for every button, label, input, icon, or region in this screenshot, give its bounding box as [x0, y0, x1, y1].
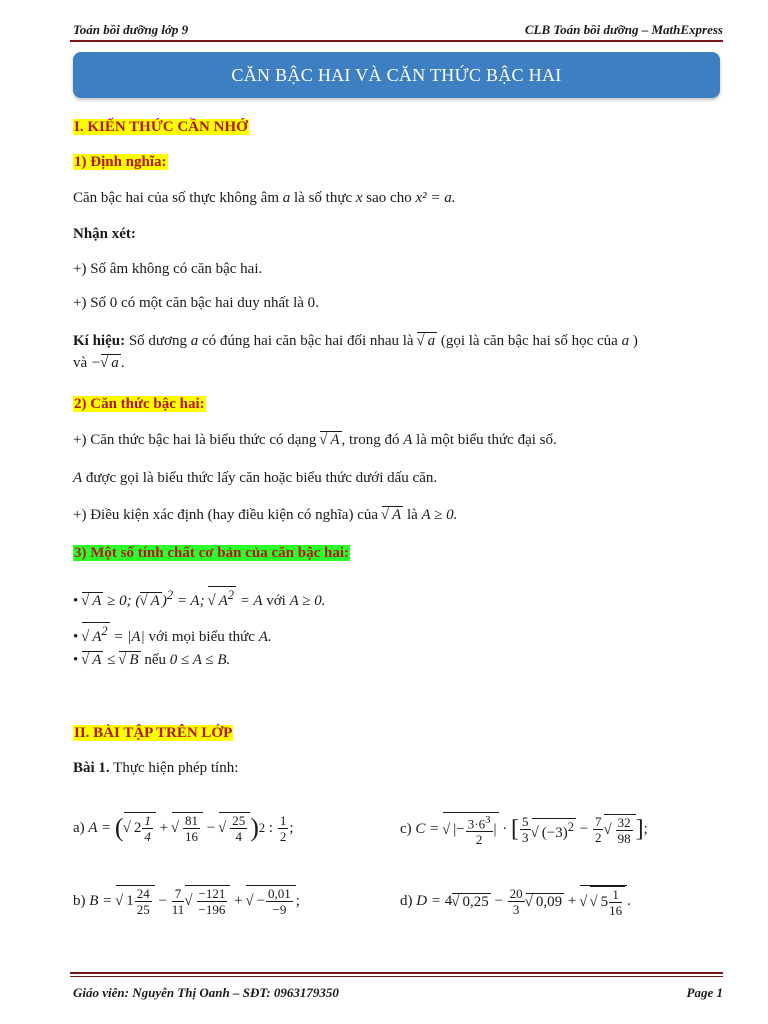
footer-left: Giáo viên: Nguyễn Thị Oanh – SĐT: 0963179350	[73, 985, 339, 1000]
prop3-text: nếu	[144, 652, 166, 668]
def-text-c: sao cho	[366, 190, 412, 206]
notation-text-b: có đúng hai căn bậc hai đối nhau là	[202, 333, 414, 349]
notation-text-a: Số dương	[128, 333, 187, 349]
remark-item-2: +) Số 0 có một căn bậc hai duy nhất là 0.	[73, 295, 319, 311]
prop-3: • √ A ≤ √ B nếu 0 ≤ A ≤ B.	[73, 650, 723, 670]
radical-line-3	[73, 505, 723, 525]
def-heading: 1) Định nghĩa:	[74, 154, 167, 170]
notation-text: Kí hiệu: Số dương a có đúng hai căn bậc hai đối nhau là √ a (gọi là căn bậc hai số học của a ) và −√ a .	[73, 330, 723, 374]
section2-heading: II. BÀI TẬP TRÊN LỚP	[74, 725, 233, 741]
ex1-label: Bài 1.	[73, 760, 110, 776]
prop1-text: với	[266, 593, 286, 609]
page-number: Page 1	[686, 985, 723, 1000]
sqrt-a: √ a	[417, 332, 437, 349]
def-text	[73, 188, 723, 208]
def-var-a: a	[282, 190, 291, 206]
radical-var-A: A	[403, 432, 413, 448]
def-heading-row	[73, 152, 723, 172]
prop-2: • √ $A^2 = |A|$ với mọi biểu thức A.	[73, 622, 723, 647]
radical-var-A-2: A	[73, 470, 83, 486]
radical-line1-c: là một biểu thức đại số.	[416, 432, 557, 448]
exercise-b: b) B = √ 1 $\frac{24}{25}$ − $\frac{7}{11}$ √ $\frac{-121}{-196}$ + √ − $\frac{0,01}{-9}$ ;	[73, 885, 300, 917]
notation-text-d: )	[632, 333, 638, 349]
header-left: Toán bồi dưỡng lớp 9	[73, 22, 189, 37]
notation-var-a: a	[190, 333, 199, 349]
radical-line3-b: là	[406, 507, 418, 523]
def-text-b: là số thực	[294, 190, 353, 206]
section2-heading-row	[73, 723, 723, 743]
header-rule	[70, 40, 723, 42]
ex1-intro	[73, 758, 723, 778]
prop3-cond: 0 ≤ A ≤ B.	[169, 652, 231, 668]
prop1-cond: A ≥ 0.	[289, 593, 326, 609]
radical-cond: A ≥ 0.	[421, 507, 458, 523]
props-heading-row	[73, 543, 723, 563]
exercise-d: d) D = 4 √ 0,25 − $\frac{20}{3}$ √ 0,09 + √ √ 5 $\frac{1}{16}$ .	[400, 885, 631, 918]
radical-line1-a: +) Căn thức bậc hai là biểu thức có dạng	[73, 432, 317, 448]
radical-line2-text: được gọi là biểu thức lấy căn hoặc biểu thức dưới dấu căn.	[85, 470, 438, 486]
remark-item-1: +) Số âm không có căn bậc hai.	[73, 261, 263, 277]
prop-1: • √ A ≥ 0; (√ A )$^2$ = A; √ $A^2 = A$ với A ≥ 0.	[73, 585, 723, 611]
section1-heading: I. KIẾN THỨC CẦN NHỚ	[74, 119, 248, 135]
props-heading: 3) Một số tính chất cơ bản của căn bậc hai:	[74, 545, 349, 561]
ex-d-label: d)	[400, 893, 413, 909]
prop2-var: A.	[258, 629, 272, 645]
notation-var-a-2: a	[621, 333, 630, 349]
remark-heading: Nhận xét:	[73, 226, 136, 242]
def-equation: x² = a.	[415, 190, 456, 206]
radical-heading: 2) Căn thức bậc hai:	[74, 396, 205, 412]
section1-heading-row	[73, 117, 723, 137]
exercise-c: c) C = √ |− $\frac{3\cdot 6^3}{2}$ | · [ $\frac{5}{3}$ √ $(-3)^2$ − $\frac{7}{2}$ √ $\frac{32}{98}$ ] ;	[400, 812, 648, 847]
page-title: CĂN BẬC HAI VÀ CĂN THỨC BẬC HAI	[231, 64, 562, 85]
notation-label: Kí hiệu:	[73, 333, 126, 349]
notation-text-c: (gọi là căn bậc hai số học của	[440, 333, 618, 349]
footer-rule	[70, 972, 723, 977]
sqrt-A: √ A	[320, 431, 341, 448]
radical-line-1	[73, 430, 723, 450]
header-right: CLB Toán bồi dưỡng – MathExpress	[524, 22, 723, 37]
ex-c-label: c)	[400, 821, 412, 838]
ex-b-label: b)	[73, 892, 86, 909]
ex1-text: Thực hiện phép tính:	[113, 760, 239, 776]
radical-line-2	[73, 468, 723, 488]
def-var-x: x	[355, 190, 363, 206]
radical-line1-b: , trong đó	[341, 432, 400, 448]
neg-sqrt-a: √ a	[101, 354, 121, 371]
notation-text-e: và	[73, 355, 88, 371]
ex-a-label: a)	[73, 819, 85, 836]
prop2-text: với mọi biểu thức	[148, 629, 255, 645]
radical-line3-a: +) Điều kiện xác định (hay điều kiện có nghĩa) của	[73, 507, 379, 523]
title-banner	[73, 52, 720, 98]
exercise-a: a) A = ( √ 2 $\frac{1}{4}$ + √ $\frac{81}{16}$ − √ $\frac{25}{4}$ ) 2 : $\frac{1}{2}$ ;	[73, 812, 294, 844]
sqrt-A-2: √ A	[382, 506, 403, 523]
def-text-a: Căn bậc hai của số thực không âm	[73, 190, 279, 206]
radical-heading-row	[73, 394, 723, 414]
